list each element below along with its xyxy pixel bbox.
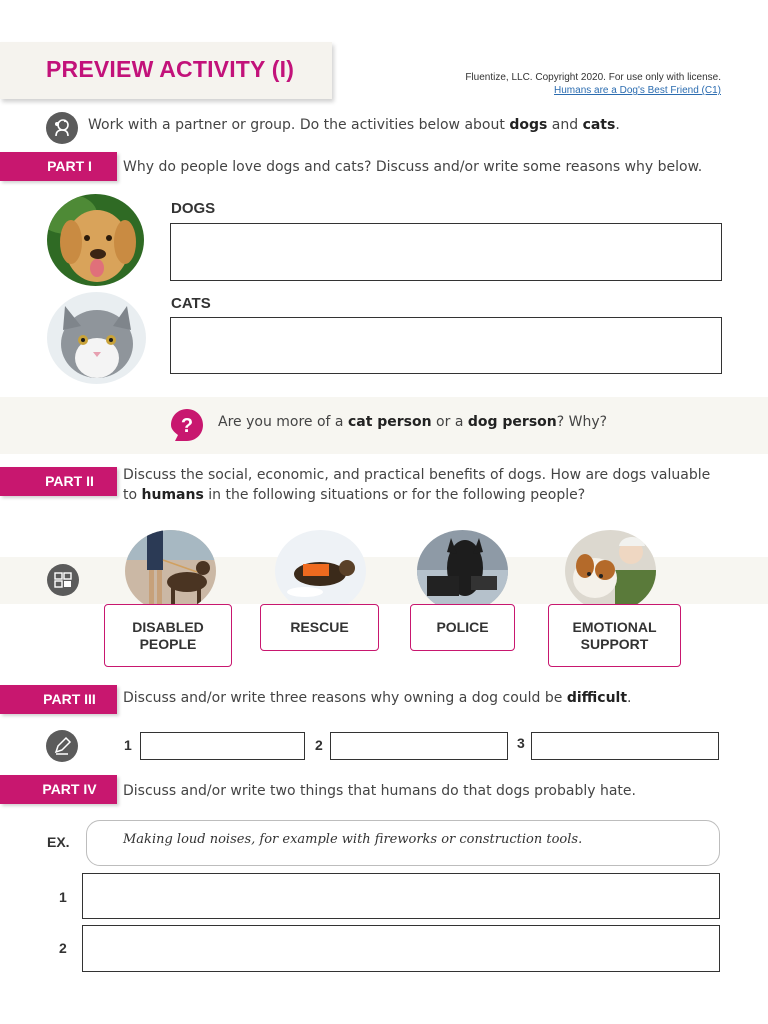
dogs-label: DOGS xyxy=(171,200,216,217)
group-discussion-icon xyxy=(46,112,78,144)
emotional-support-photo xyxy=(565,530,656,612)
pencil-icon xyxy=(46,730,78,762)
reason-number-2: 2 xyxy=(315,737,323,753)
part-ii-tab: PART II xyxy=(0,467,117,496)
reason-number-3: 3 xyxy=(517,735,525,751)
cats-answer-box[interactable] xyxy=(170,317,722,374)
situation-police: POLICE xyxy=(410,604,515,651)
part-i-instruction: Why do people love dogs and cats? Discuss and/or write some reasons why below. xyxy=(123,159,703,175)
police-photo xyxy=(417,530,508,612)
situation-disabled-people: DISABLED PEOPLE xyxy=(104,604,232,667)
reason-1-box[interactable] xyxy=(140,732,305,760)
discussion-question: Are you more of a cat person or a dog person? Why? xyxy=(218,414,608,430)
disabled-people-photo xyxy=(125,530,216,612)
page-title: PREVIEW ACTIVITY (I) xyxy=(46,56,295,82)
question-icon xyxy=(169,407,205,443)
cat-photo xyxy=(47,292,146,384)
part-iii-tab: PART III xyxy=(0,685,117,714)
rescue-photo xyxy=(275,530,366,612)
example-label: EX. xyxy=(47,834,70,850)
situation-rescue: RESCUE xyxy=(260,604,379,651)
hate-number-1: 1 xyxy=(59,889,67,905)
part-iii-instruction: Discuss and/or write three reasons why owning a dog could be difficult. xyxy=(123,690,632,706)
hate-1-box[interactable] xyxy=(82,873,720,919)
reason-3-box[interactable] xyxy=(531,732,719,760)
reason-number-1: 1 xyxy=(124,737,132,753)
part-i-tab: PART I xyxy=(0,152,117,181)
lesson-link[interactable]: Humans are a Dog's Best Friend (C1) xyxy=(554,85,721,96)
dog-photo xyxy=(47,194,144,286)
svg-text:?: ? xyxy=(180,415,194,437)
dogs-answer-box[interactable] xyxy=(170,223,722,281)
part-iv-instruction: Discuss and/or write two things that humans do that dogs probably hate. xyxy=(123,783,636,799)
copyright-text: Fluentize, LLC. Copyright 2020. For use only with license. xyxy=(465,72,721,83)
intro-text: Work with a partner or group. Do the activities below about dogs and cats. xyxy=(88,117,620,133)
example-text: Making loud noises, for example with fireworks or construction tools. xyxy=(123,832,583,847)
part-iv-tab: PART IV xyxy=(0,775,117,804)
reason-2-box[interactable] xyxy=(330,732,508,760)
hate-2-box[interactable] xyxy=(82,925,720,972)
copyright-block xyxy=(465,71,721,97)
part-ii-instruction: Discuss the social, economic, and practical benefits of dogs. How are dogs valuable to humans in the following situations or for the following people? xyxy=(123,467,711,503)
hate-number-2: 2 xyxy=(59,940,67,956)
situation-emotional-support: EMOTIONAL SUPPORT xyxy=(548,604,681,667)
cats-label: CATS xyxy=(171,295,211,312)
cards-icon xyxy=(47,564,79,596)
